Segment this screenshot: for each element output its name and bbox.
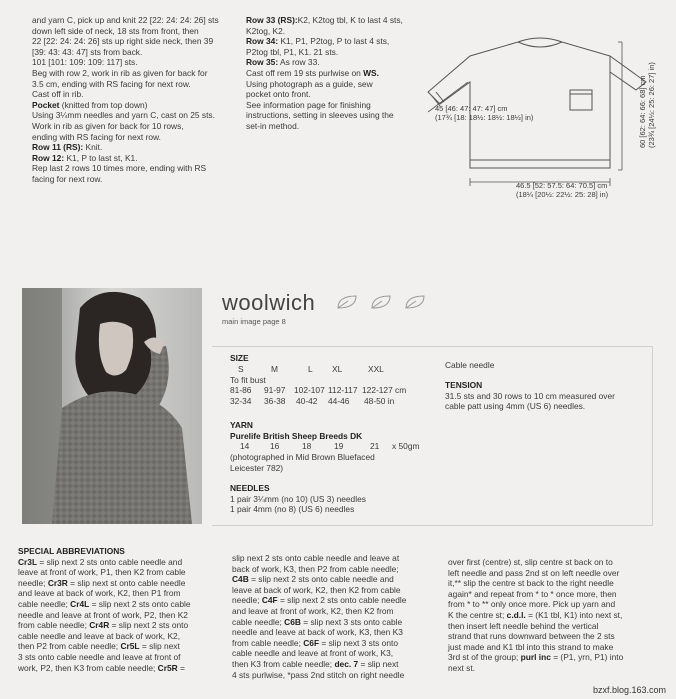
text-line: Pocket (knitted from top down)	[32, 99, 148, 110]
text-line: Cast off rem 19 sts purlwise on WS.	[246, 67, 379, 78]
text-line: See information page for finishing	[246, 99, 371, 110]
text-line: Row 34: K1, P1, P2tog, P to last 4 sts,	[246, 36, 390, 47]
pattern-name: woolwich	[222, 290, 316, 315]
tension-section	[445, 380, 615, 412]
yarn-note: (photographed in Mid Brown Bluefaced	[230, 452, 375, 463]
yarn-amount: x 50gm	[392, 441, 420, 452]
tension-heading: TENSION	[445, 380, 483, 390]
text-line: Using photograph as a guide, sew	[246, 78, 373, 89]
instructions-column-1	[32, 15, 219, 185]
text-line: down left side of neck, 18 sts from front, then	[32, 25, 199, 36]
abbreviation-line: then insert left needle behind the vertical	[448, 620, 599, 631]
abbreviation-line: then P2 from cable needle; Cr5L = slip next	[18, 641, 180, 652]
cable-needle: Cable needle	[445, 360, 495, 370]
text-line: 3.5 cm, ending with RS facing for next row.	[32, 78, 191, 89]
size-in: 48-50 in	[364, 396, 395, 407]
needle-line: 1 pair 3¼mm (no 10) (US 3) needles	[230, 493, 366, 504]
abbreviation-line: from * to ** only once more. Pick up yarn and	[448, 599, 616, 610]
text-line: Row 33 (RS):K2, K2tog tbl, K to last 4 sts,	[246, 15, 403, 25]
abbreviation-line: cable needle; C6B = slip next 3 sts onto cable	[232, 616, 403, 627]
to-fit-label: To fit bust	[230, 374, 266, 385]
size-heading: SIZE	[230, 353, 249, 363]
abbreviation-line: over first (centre) st, slip centre st back on to	[448, 557, 613, 567]
abbreviation-line: needle and leave at front of work, P2, then K2	[18, 609, 188, 620]
size-label: L	[308, 363, 313, 374]
abbreviation-line: cable needle and leave at front of work, K3,	[232, 648, 394, 659]
size-in: 44-46	[328, 396, 350, 407]
size-section	[230, 353, 407, 407]
yarn-amount: 19	[334, 441, 344, 452]
size-cm: 91-97	[264, 385, 286, 396]
abbreviation-line: slip next 2 sts onto cable needle and leave at	[232, 553, 400, 563]
text-line: Row 35: As row 33.	[246, 57, 320, 68]
needles-heading: NEEDLES	[230, 483, 270, 493]
size-in-row	[230, 396, 395, 407]
yarn-amount: 14	[240, 441, 250, 452]
size-cm: 102-107	[294, 385, 325, 396]
text-line: ending with RS facing for next row.	[32, 131, 161, 142]
size-in: 36-38	[264, 396, 286, 407]
size-cm-row	[230, 385, 407, 396]
abbreviation-line: next st.	[448, 662, 475, 673]
abbreviation-line: leave at back of work, K2, then K2 from cable	[232, 584, 401, 595]
abbreviation-line: 3rd st of the group; purl inc = (P1, yrn, P1) into	[448, 652, 624, 663]
abbreviation-line: again* and repeat from * to * once more, then	[448, 588, 617, 599]
text-line: Cast off in rib.	[32, 89, 84, 100]
abbreviation-line: needle; C4F = slip next 2 sts onto cable needle	[232, 595, 407, 606]
size-in: 32-34	[230, 396, 252, 407]
abbreviation-line: strand that runs downward between the 2 sts	[448, 631, 615, 642]
abbreviation-line: 4 sts purlwise, *pass 2nd stitch on right needle	[232, 669, 405, 680]
yarn-note: Leicester 782)	[230, 462, 284, 473]
tension-line: cable patt using 4mm (US 6) needles.	[445, 401, 586, 412]
needles-section	[230, 483, 366, 515]
tension-line: 31.5 sts and 30 rows to 10 cm measured over	[445, 390, 615, 401]
abbreviation-line: then K3 from cable needle; dec. 7 = slip next	[232, 658, 399, 669]
abbreviation-line: 3 sts onto cable needle and leave at front of	[18, 651, 181, 662]
abbreviation-line: Cr3L = slip next 2 sts onto cable needle and	[18, 556, 183, 567]
abbreviation-line: from cable needle; Cr4R = slip next 2 sts onto	[18, 620, 189, 631]
sleeve-measurement: 45 [46: 47: 47: 47] cm (17¾ [18: 18½: 18½: 18½] in)	[435, 104, 534, 122]
yarn-amount: 16	[270, 441, 280, 452]
text-line: Row 12: K1, P to last st, K1.	[32, 152, 138, 163]
abbreviation-line: work, P2, then K3 from cable needle; Cr5R =	[18, 662, 185, 673]
abbreviation-line: needle and leave at back of work, K3, then K3	[232, 627, 403, 638]
size-label: M	[271, 363, 278, 374]
width-measurement: 46.5 [52: 57.5: 64: 70.5] cm (18¼ [20½: 22½: 25: 28] in)	[516, 181, 609, 199]
size-cm: 112-117	[328, 385, 358, 396]
text-line: Row 11 (RS): Knit.	[32, 142, 103, 153]
abbreviation-line: cable needle; Cr4L = slip next 2 sts onto cable	[18, 598, 191, 609]
abbreviation-line: and leave at front of work, K2, then K2 from	[232, 605, 394, 616]
size-label: XL	[332, 363, 343, 374]
model-photo	[22, 288, 202, 524]
size-label: XXL	[368, 363, 384, 374]
yarn-section	[230, 420, 420, 473]
text-line: Beg with row 2, work in rib as given for back for	[32, 67, 208, 78]
leaf-ornament-icon	[334, 292, 434, 312]
pocket-outline	[570, 90, 592, 110]
text-line: K2tog, K2.	[246, 25, 286, 36]
yarn-amount: 18	[302, 441, 312, 452]
text-line: pocket onto front.	[246, 89, 311, 100]
text-line: set-in method.	[246, 120, 300, 131]
text-line: and yarn C, pick up and knit 22 [22: 24: 24: 26] sts	[32, 15, 219, 25]
text-line: P2tog tbl, P1, K1. 21 sts.	[246, 46, 339, 57]
needle-line: 1 pair 4mm (no 8) (US 6) needles	[230, 504, 355, 515]
abbreviation-line: needle; Cr3R = slip next st onto cable needle	[18, 577, 186, 588]
size-label: S	[238, 363, 244, 374]
abbreviation-line: C4B = slip next 2 sts onto cable needle and	[232, 574, 394, 585]
size-cm: 122-127 cm	[362, 385, 407, 396]
abbreviations-heading: SPECIAL ABBREVIATIONS	[18, 546, 125, 556]
abbreviations-column-3	[448, 557, 623, 674]
text-line: instructions, setting in sleeves using the	[246, 110, 394, 121]
abbreviations-column-1	[18, 546, 191, 673]
text-line: Rep last 2 rows 10 times more, ending with RS	[32, 163, 207, 174]
text-line: Work in rib as given for back for 10 rows,	[32, 120, 184, 131]
text-line: [39: 43: 43: 47] sts from back.	[32, 46, 143, 57]
watermark: bzxf.blog.163.com	[592, 685, 666, 695]
yarn-name: Purelife British Sheep Breeds DK	[230, 430, 363, 441]
text-line: 22 [22: 24: 24: 26] sts up right side neck, then 39	[32, 36, 214, 47]
abbreviation-line: left needle and pass 2nd st on left needle over	[448, 567, 620, 578]
size-labels	[230, 363, 384, 375]
abbreviations-column-2	[232, 553, 406, 680]
abbreviation-line: and leave at back of work, K2, then P1 from	[18, 588, 181, 599]
yarn-amount: 21	[370, 441, 380, 452]
text-line: Using 3¼mm needles and yarn C, cast on 25 sts.	[32, 110, 215, 121]
length-measurement: 60 [62: 64: 66: 68] cm (23¾ [24½: 25: 26: 27] in)	[638, 62, 656, 148]
abbreviation-line: from cable needle; C6F = slip next 3 sts onto	[232, 637, 398, 648]
yarn-amounts	[230, 441, 420, 452]
abbreviation-line: cable needle and leave at back of work, K2,	[18, 630, 181, 641]
abbreviation-line: K the centre st; c.d.l. = (K1 tbl, K1) into next st,	[448, 609, 623, 620]
size-cm: 81-86	[230, 385, 252, 396]
text-line: 101 [101: 109: 109: 117] sts.	[32, 57, 138, 68]
instructions-column-2	[246, 15, 403, 132]
main-image-reference: main image page 8	[222, 317, 286, 326]
pattern-title-block	[222, 290, 434, 326]
size-in: 40-42	[296, 396, 318, 407]
abbreviation-line: it,** slip the centre st back to the right needle	[448, 578, 614, 589]
abbreviation-line: leave at front of work, P1, then K2 from cable	[18, 567, 186, 578]
abbreviation-line: just made and K1 tbl into this strand to make	[448, 641, 614, 652]
yarn-heading: YARN	[230, 420, 253, 430]
text-line: facing for next row.	[32, 173, 103, 184]
abbreviation-line: back of work, K3, then P2 from cable needle;	[232, 563, 399, 574]
